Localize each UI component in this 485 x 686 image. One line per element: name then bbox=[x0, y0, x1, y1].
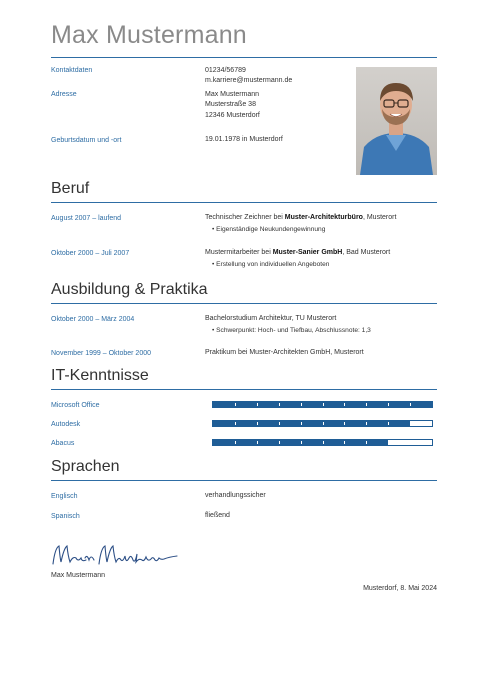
skill-bar-tick bbox=[410, 422, 411, 425]
skill-bar-tick bbox=[410, 441, 411, 444]
address-line: Max Mustermann bbox=[205, 91, 260, 98]
skill-bar-tick bbox=[388, 403, 389, 406]
skill-bar-tick bbox=[301, 422, 302, 425]
signature-name: Max Mustermann bbox=[51, 572, 106, 579]
language-level: verhandlungssicher bbox=[205, 492, 266, 499]
skill-bar-tick bbox=[257, 422, 258, 425]
address-line: 12346 Musterdorf bbox=[205, 112, 260, 119]
skill-bar-tick bbox=[344, 441, 345, 444]
skill-bar-tick bbox=[410, 403, 411, 406]
company-name: Muster-Sanier GmbH bbox=[272, 249, 343, 256]
place-date: Musterdorf, 8. Mai 2024 bbox=[363, 585, 437, 592]
skill-bar-tick bbox=[301, 403, 302, 406]
language-name: Englisch bbox=[51, 493, 78, 500]
birth-value: 19.01.1978 in Musterdorf bbox=[205, 136, 283, 143]
section-divider bbox=[51, 202, 437, 203]
section-divider bbox=[51, 389, 437, 390]
education-date: Oktober 2000 – März 2004 bbox=[51, 316, 135, 323]
profile-photo bbox=[356, 67, 437, 175]
bullet-text: Eigenständige Neukundengewinnung bbox=[216, 226, 326, 233]
skill-bar-tick bbox=[301, 441, 302, 444]
section-title-beruf: Beruf bbox=[51, 180, 90, 197]
education-description: Bachelorstudium Architektur, TU Musterort bbox=[205, 315, 337, 322]
section-title-sprachen: Sprachen bbox=[51, 458, 120, 475]
skill-bar-tick bbox=[323, 422, 324, 425]
skill-bar-tick bbox=[323, 441, 324, 444]
address-line: Musterstraße 38 bbox=[205, 101, 256, 108]
section-divider bbox=[51, 480, 437, 481]
education-date: November 1999 – Oktober 2000 bbox=[51, 350, 152, 357]
skill-name: Abacus bbox=[51, 440, 75, 447]
email-value: m.karriere@mustermann.de bbox=[205, 77, 293, 84]
skill-bar-tick bbox=[279, 403, 280, 406]
skill-name: Autodesk bbox=[51, 421, 81, 428]
phone-value: 01234/56789 bbox=[205, 67, 246, 74]
job-date: August 2007 – laufend bbox=[51, 215, 122, 222]
education-description: Praktikum bei Muster-Architekten GmbH, Musterort bbox=[205, 349, 364, 356]
job-bullet: • Eigenständige Neukundengewinnung bbox=[212, 226, 326, 233]
job-bullet: • Erstellung von individuellen Angeboten bbox=[212, 261, 330, 268]
job-date: Oktober 2000 – Juli 2007 bbox=[51, 250, 130, 257]
skill-bar-tick bbox=[388, 422, 389, 425]
skill-bar-tick bbox=[344, 422, 345, 425]
contact-label: Kontaktdaten bbox=[51, 67, 93, 74]
skill-bar-tick bbox=[235, 422, 236, 425]
bullet-text: Erstellung von individuellen Angeboten bbox=[216, 261, 330, 268]
skill-bar-tick bbox=[257, 403, 258, 406]
job-description bbox=[205, 213, 396, 224]
job-text: Technischer Zeichner bei bbox=[205, 214, 285, 221]
skill-bar-tick bbox=[366, 403, 367, 406]
skill-bar bbox=[212, 401, 433, 408]
section-title-ausbildung: Ausbildung & Praktika bbox=[51, 281, 208, 298]
skill-bar-tick bbox=[235, 403, 236, 406]
cv-name: Max Mustermann bbox=[51, 21, 247, 49]
skill-bar-tick bbox=[366, 422, 367, 425]
person-portrait-icon bbox=[356, 67, 437, 175]
header-divider bbox=[51, 57, 437, 58]
bullet-text: Schwerpunkt: Hoch- und Tiefbau, Abschlussnote: 1,3 bbox=[216, 327, 371, 334]
skill-bar-tick bbox=[279, 441, 280, 444]
skill-bar-fill bbox=[213, 421, 410, 426]
section-divider bbox=[51, 303, 437, 304]
job-description bbox=[205, 248, 390, 259]
section-title-it: IT-Kenntnisse bbox=[51, 367, 149, 384]
skill-bar-tick bbox=[257, 441, 258, 444]
skill-bar bbox=[212, 439, 433, 446]
skill-bar-tick bbox=[279, 422, 280, 425]
signature-icon bbox=[51, 540, 181, 572]
job-text: Mustermitarbeiter bei bbox=[205, 249, 273, 256]
company-name: Muster-Architekturbüro bbox=[284, 214, 363, 221]
skill-bar-tick bbox=[323, 403, 324, 406]
birth-label: Geburtsdatum und -ort bbox=[51, 137, 122, 144]
language-name: Spanisch bbox=[51, 513, 80, 520]
skill-bar-tick bbox=[366, 441, 367, 444]
skill-bar-tick bbox=[388, 441, 389, 444]
education-bullet: • Schwerpunkt: Hoch- und Tiefbau, Abschlussnote: 1,3 bbox=[212, 327, 371, 334]
job-location: , Bad Musterort bbox=[342, 249, 391, 256]
language-level: fließend bbox=[205, 512, 230, 519]
skill-name: Microsoft Office bbox=[51, 402, 100, 409]
skill-bar bbox=[212, 420, 433, 427]
address-label: Adresse bbox=[51, 91, 77, 98]
job-location: , Musterort bbox=[362, 214, 397, 221]
skill-bar-tick bbox=[344, 403, 345, 406]
skill-bar-tick bbox=[235, 441, 236, 444]
